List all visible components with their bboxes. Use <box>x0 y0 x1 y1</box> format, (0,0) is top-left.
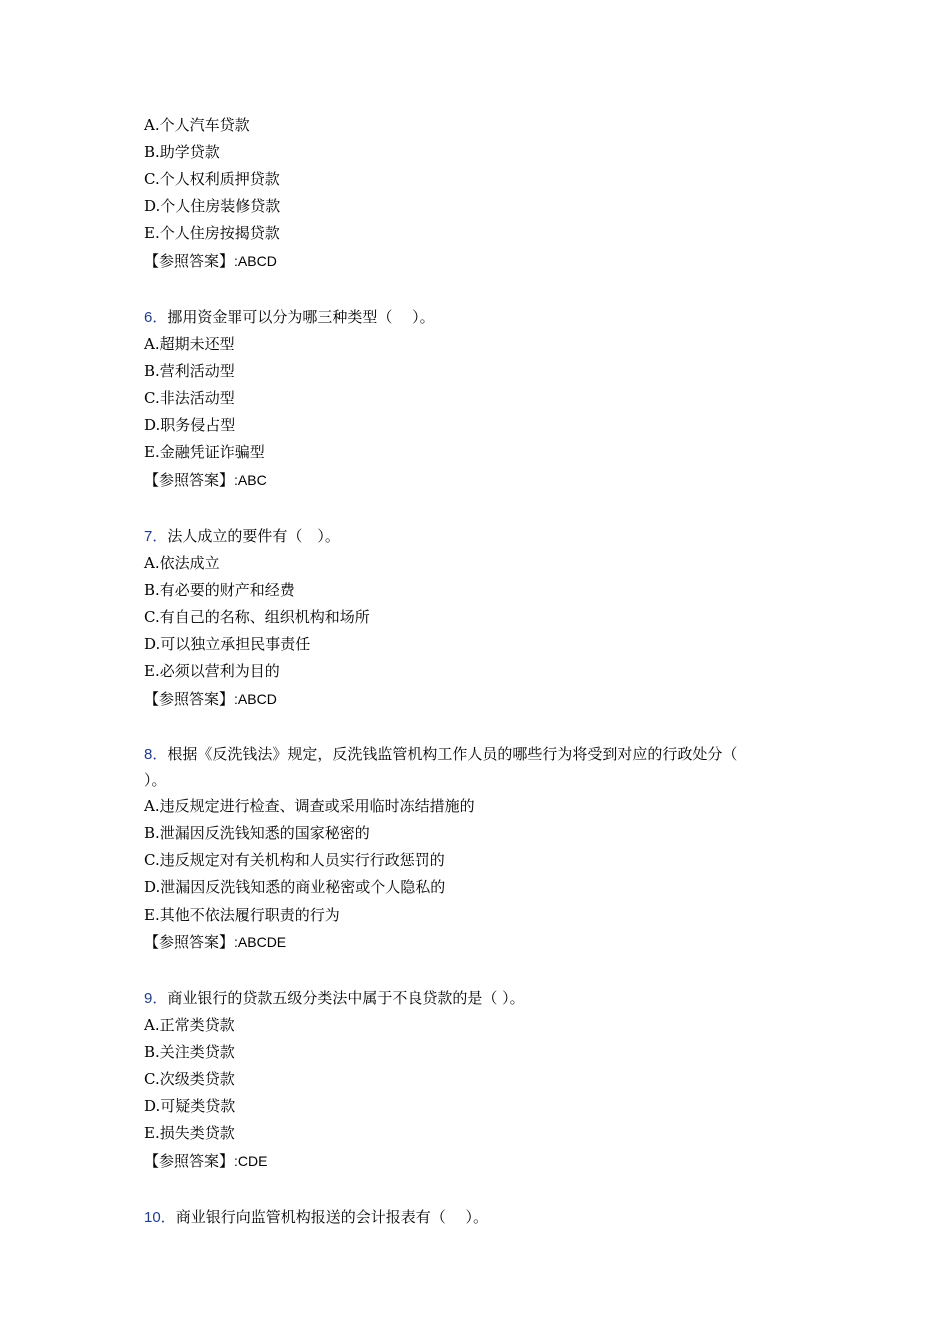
option-a: A.超期未还型 <box>144 335 235 353</box>
answer-line <box>144 932 286 952</box>
option-d: D.个人住房装修贷款 <box>144 197 281 215</box>
option-d: D.可以独立承担民事责任 <box>144 635 311 653</box>
answer-label: 【参照答案】 <box>144 933 235 951</box>
question-7 <box>144 526 340 547</box>
answer-value: :ABCD <box>234 253 277 269</box>
answer-label: 【参照答案】 <box>144 690 235 708</box>
option-c: C.违反规定对有关机构和人员实行行政惩罚的 <box>144 851 445 869</box>
question-text: 法人成立的要件有（ ）。 <box>167 527 340 545</box>
question-text: 挪用资金罪可以分为哪三种类型（ ）。 <box>167 308 435 326</box>
answer-value: :CDE <box>234 1153 268 1169</box>
answer-line <box>144 689 277 709</box>
answer-value: :ABC <box>234 472 267 488</box>
question-8 <box>144 744 737 765</box>
option-b: B.助学贷款 <box>144 143 220 161</box>
question-number: 9． <box>144 990 168 1007</box>
option-a: A.正常类贷款 <box>144 1016 235 1034</box>
answer-line <box>144 470 267 490</box>
question-number: 6． <box>144 309 168 326</box>
question-9 <box>144 988 525 1009</box>
answer-line <box>144 1151 267 1171</box>
option-d: D.职务侵占型 <box>144 416 236 434</box>
question-text: 根据《反洗钱法》规定，反洗钱监管机构工作人员的哪些行为将受到对应的行政处分（ <box>167 745 738 763</box>
option-c: C.有自己的名称、组织机构和场所 <box>144 608 370 626</box>
question-number: 8． <box>144 746 168 763</box>
option-e: E.必须以营利为目的 <box>144 662 280 680</box>
option-a: A.违反规定进行检查、调查或采用临时冻结措施的 <box>144 797 475 815</box>
answer-line <box>144 251 277 271</box>
option-a: A.个人汽车贷款 <box>144 116 250 134</box>
option-e: E.其他不依法履行职责的行为 <box>144 906 340 924</box>
option-b: B.有必要的财产和经费 <box>144 581 295 599</box>
option-c: C.次级类贷款 <box>144 1070 235 1088</box>
option-d: D.泄漏因反洗钱知悉的商业秘密或个人隐私的 <box>144 878 446 896</box>
option-e: E.个人住房按揭贷款 <box>144 224 280 242</box>
question-10 <box>144 1207 488 1228</box>
option-c: C.非法活动型 <box>144 389 235 407</box>
option-e: E.损失类贷款 <box>144 1124 235 1142</box>
option-c: C.个人权利质押贷款 <box>144 170 280 188</box>
answer-label: 【参照答案】 <box>144 471 235 489</box>
question-text: 商业银行向监管机构报送的会计报表有（ ）。 <box>175 1208 488 1226</box>
option-b: B.泄漏因反洗钱知悉的国家秘密的 <box>144 824 370 842</box>
option-e: E.金融凭证诈骗型 <box>144 443 265 461</box>
question-text: 商业银行的贷款五级分类法中属于不良贷款的是（ ）。 <box>167 989 525 1007</box>
answer-label: 【参照答案】 <box>144 252 235 270</box>
answer-label: 【参照答案】 <box>144 1152 235 1170</box>
question-number: 7． <box>144 528 168 545</box>
question-number: 10． <box>144 1209 176 1226</box>
option-a: A.依法成立 <box>144 554 220 572</box>
question-text-continued: ）。 <box>144 771 167 789</box>
option-b: B.关注类贷款 <box>144 1043 235 1061</box>
answer-value: :ABCD <box>234 691 277 707</box>
option-b: B.营利活动型 <box>144 362 235 380</box>
question-6 <box>144 307 435 328</box>
answer-value: :ABCDE <box>234 934 287 950</box>
option-d: D.可疑类贷款 <box>144 1097 236 1115</box>
